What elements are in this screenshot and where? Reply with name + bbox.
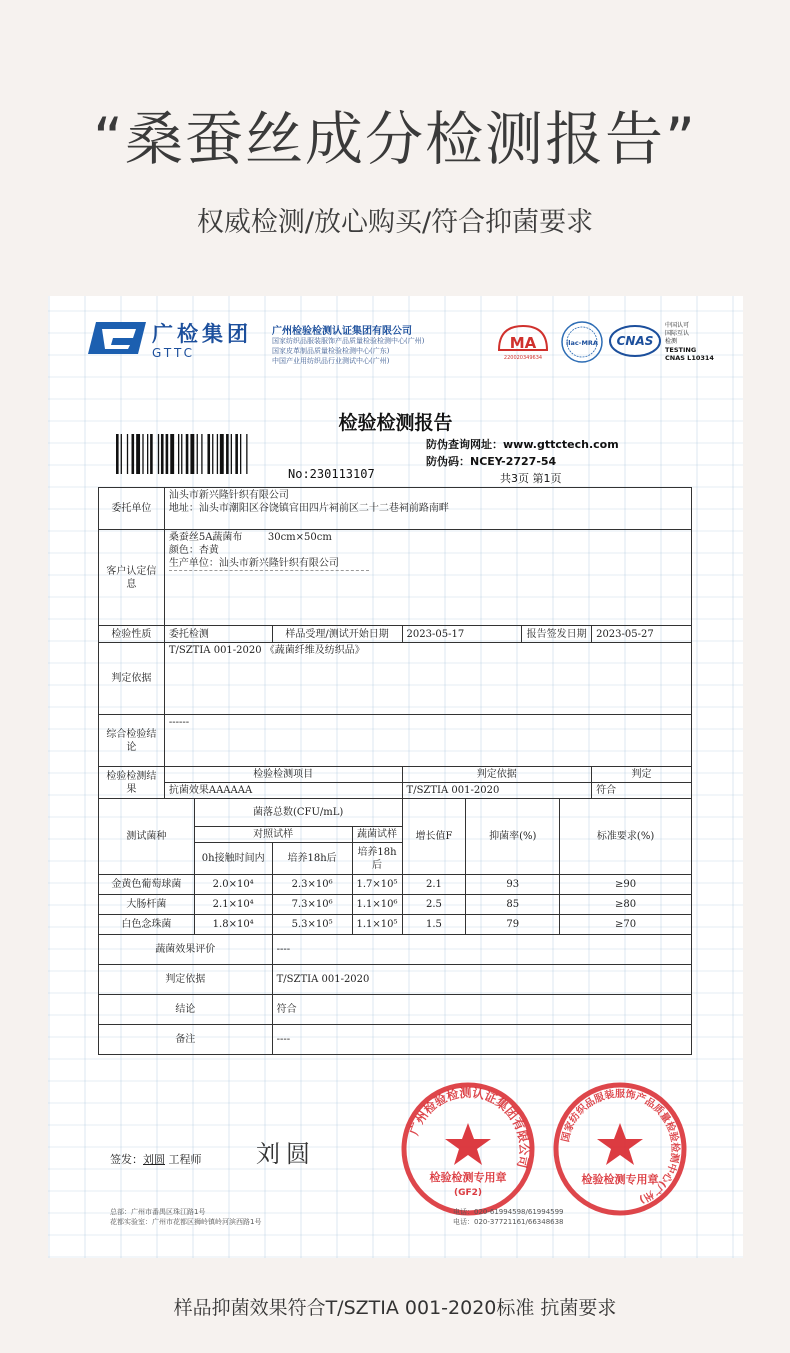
org-name: 广州检验检测认证集团有限公司: [272, 326, 412, 337]
std-header: 标准要求(%): [560, 799, 692, 875]
growth-header: 增长值F: [402, 799, 466, 875]
anti-fake-code: 防伪码：NCEY-2727-54: [426, 455, 557, 468]
footer-hq-tel: 电话：020-61994598/61994599: [453, 1208, 564, 1216]
a18-cell: 1.7×10⁵: [352, 875, 402, 895]
seal2-mid: 检验检测专用章: [581, 1173, 659, 1186]
report-table: [98, 487, 692, 1055]
c18-cell: 2.3×10⁶: [272, 875, 352, 895]
rate-header: 抑菌率(%): [466, 799, 560, 875]
nature-label: 检验性质: [99, 626, 165, 643]
report-title: 检验检测报告: [338, 412, 453, 434]
handwritten-signature: 刘圆: [256, 1140, 316, 1168]
result-basis: T/SZTIA 001-2020: [402, 783, 592, 799]
sample-producer: 生产单位：汕头市新兴隆针织有限公司: [169, 557, 369, 571]
table-row: [99, 875, 692, 895]
table-row: [99, 895, 692, 915]
anti-fake-site: 防伪查询网址：www.gttctech.com: [426, 438, 619, 451]
col-basis-header: 判定依据: [402, 767, 592, 783]
org-sub-line: 国家皮革制品质量检验检测中心(广东): [272, 347, 390, 355]
results-label: 检验检测结果: [99, 767, 165, 799]
client-info: [164, 488, 691, 530]
antibac-header: 蔬菌试样: [352, 827, 402, 843]
std-cell: ≥90: [560, 875, 692, 895]
org-sub-line: 中国产业用纺织品行业测试中心(广州): [272, 357, 390, 365]
strain-cell: 白色念珠菌: [99, 915, 195, 935]
seal1-code: (GF2): [453, 1188, 483, 1198]
issue-value: 2023-05-27: [592, 626, 692, 643]
cnas-code: CNAS L10314: [665, 354, 714, 362]
seal-stamp-icon: [398, 1079, 538, 1219]
client-address: 地址：汕头市潮阳区谷饶镇官田四片祠前区二十二巷祠前路南畔: [168, 503, 449, 514]
sample-color: 颜色：杏黄: [168, 545, 219, 556]
cnas-icon: [609, 324, 661, 358]
remark-label: 备注: [99, 1025, 273, 1055]
ma-code: 2200203496​34: [503, 355, 543, 361]
seal1-ring-text: 广州检验检测认证集团有限公司: [407, 1085, 532, 1170]
customer-label: 客户认定信息: [99, 530, 165, 626]
rate-cell: 93: [466, 875, 560, 895]
barcode-icon: [116, 434, 282, 474]
client-label: 委托单位: [99, 488, 165, 530]
conclusion-label: 结论: [99, 995, 273, 1025]
cnas-label: CNAS: [616, 334, 654, 348]
h18-control-header: 培养18h后: [272, 843, 352, 875]
footer-branch-tel: 电话：020-37721161/66348638: [453, 1218, 564, 1226]
cnas-line: 国际互认: [665, 330, 690, 337]
std-cell: ≥80: [560, 895, 692, 915]
footer-branch: 花都实验室：广州市花都区狮岭镇岭河滨西路1号: [110, 1218, 262, 1226]
cma-mark-icon: [495, 322, 551, 362]
page-subtitle: 权威检测/放心购买/符合抑菌要求: [196, 207, 594, 238]
signoff-role: 工程师: [168, 1153, 202, 1166]
f-cell: 2.5: [402, 895, 466, 915]
c0-cell: 2.1×10⁴: [194, 895, 272, 915]
rate-cell: 85: [466, 895, 560, 915]
org-sub-line: 国家纺织品服装服饰产品质量检验检测中心(广州): [272, 337, 425, 345]
seal-stamp-icon: [550, 1079, 690, 1219]
sample-name: 桑蚕丝5A蔬菌布 30cm×50cm: [168, 532, 332, 543]
col-item-header: 检验检测项目: [164, 767, 402, 783]
strain-cell: 大肠杆菌: [99, 895, 195, 915]
signoff-name: 刘圆: [143, 1153, 165, 1166]
ilac-label: ilac-MRA: [566, 339, 598, 347]
bottom-caption: 样品抑菌效果符合T/SZTIA 001-2020标准 抗菌要求: [173, 1297, 617, 1319]
page-title: “桑蚕丝成分检测报告”: [92, 105, 698, 173]
std-cell: ≥70: [560, 915, 692, 935]
strain-header: 测试菌种: [99, 799, 195, 875]
brand-name: 广检集团: [152, 322, 252, 346]
eval-label: 蔬菌效果评价: [99, 935, 273, 965]
c18-cell: 7.3×10⁶: [272, 895, 352, 915]
signoff-prefix: 签发：: [110, 1153, 143, 1166]
a18-cell: 1.1×10⁵: [352, 915, 402, 935]
ma-label: MA: [509, 334, 537, 352]
h0-header: 0h接触时间内: [194, 843, 272, 875]
h18-antibac-header: 培养18h后: [352, 843, 402, 875]
customer-info: [164, 530, 691, 626]
result-item: 抗菌效果AAAAAA: [164, 783, 402, 799]
table-row: [99, 915, 692, 935]
nature-value: 委托检测: [164, 626, 272, 643]
basis-value: T/SZTIA 001-2020 《蔬菌纤维及纺织品》: [164, 643, 691, 715]
colony-header: 菌落总数(CFU/mL): [194, 799, 402, 827]
ilac-mra-icon: [560, 320, 604, 364]
summary-value: ------: [164, 715, 691, 767]
seal1-mid: 检验检测专用章: [429, 1171, 507, 1184]
received-label: 样品受理/测试开始日期: [272, 626, 402, 643]
basis-label: 判定依据: [99, 643, 165, 715]
remark-value: ----: [272, 1025, 691, 1055]
issue-label: 报告签发日期: [522, 626, 592, 643]
cnas-line: 中国认可: [665, 322, 690, 329]
received-value: 2023-05-17: [402, 626, 522, 643]
judge-basis-label: 判定依据: [99, 965, 273, 995]
cnas-text: [665, 322, 689, 346]
c0-cell: 1.8×10⁴: [194, 915, 272, 935]
c18-cell: 5.3×10⁵: [272, 915, 352, 935]
client-name: 汕头市新兴隆针织有限公司: [168, 490, 289, 501]
cnas-testing: TESTING: [665, 346, 697, 354]
result-judge: 符合: [592, 783, 692, 799]
eval-value: ----: [272, 935, 691, 965]
gttc-logo-icon: [86, 320, 148, 356]
report-number: No:230113107: [288, 467, 375, 481]
summary-label: 综合检验结论: [99, 715, 165, 767]
conclusion-value: 符合: [272, 995, 691, 1025]
signoff: [110, 1151, 202, 1167]
report-document: [48, 296, 743, 1258]
brand-en: GTTC: [152, 346, 195, 360]
a18-cell: 1.1×10⁶: [352, 895, 402, 915]
control-header: 对照试样: [194, 827, 352, 843]
f-cell: 1.5: [402, 915, 466, 935]
c0-cell: 2.0×10⁴: [194, 875, 272, 895]
col-judge-header: 判定: [592, 767, 692, 783]
strain-cell: 金黄色葡萄球菌: [99, 875, 195, 895]
footer-hq: 总部：广州市番禺区珠江路1号: [110, 1208, 206, 1216]
judge-basis-value: T/SZTIA 001-2020: [272, 965, 691, 995]
cnas-line: 检测: [665, 338, 678, 345]
page-count: 共3页 第1页: [500, 472, 562, 485]
f-cell: 2.1: [402, 875, 466, 895]
rate-cell: 79: [466, 915, 560, 935]
seal2-ring-text: 国家纺织品服装服饰产品质量检验检测中心(广州): [560, 1088, 681, 1205]
